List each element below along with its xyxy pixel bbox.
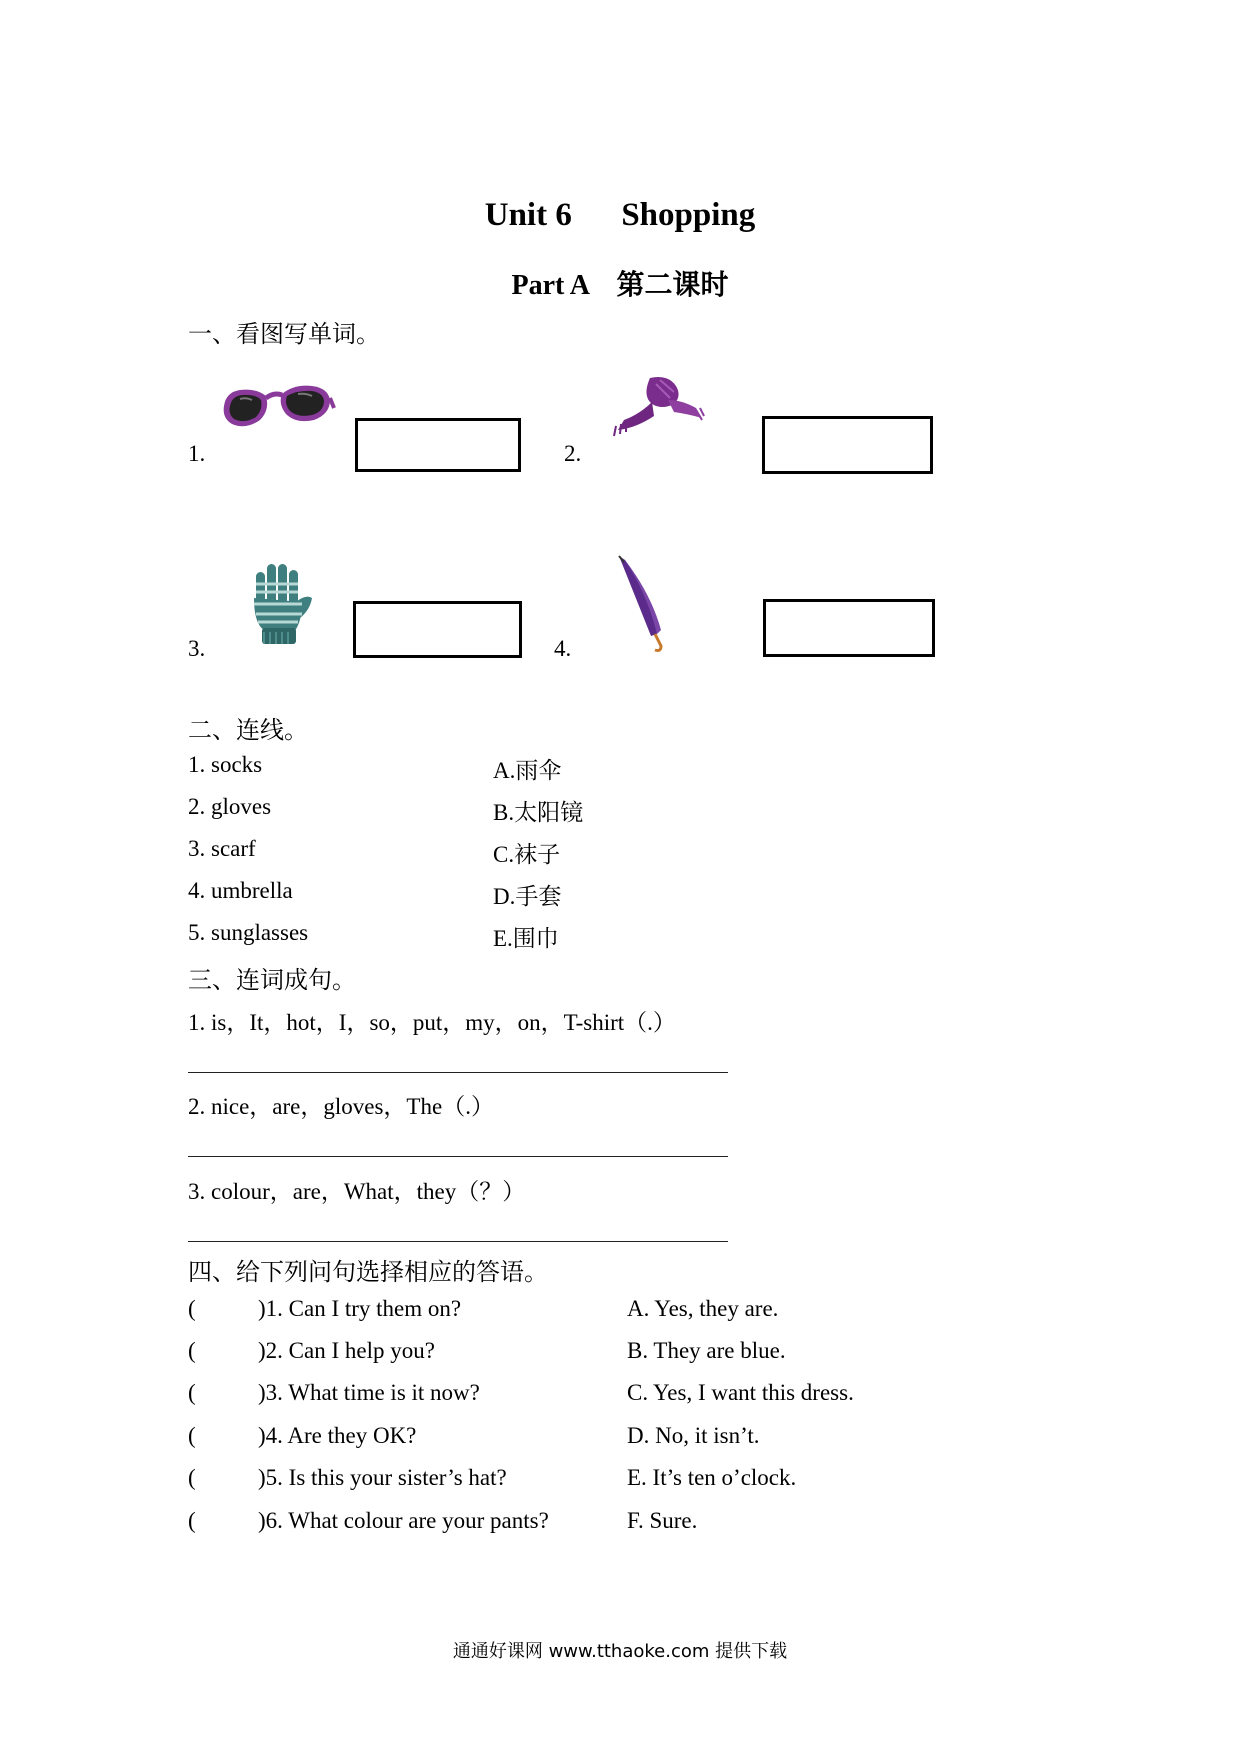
paren-1: ( [188,1296,196,1321]
question-1: )1. Can I try them on? [258,1296,462,1321]
paren-2: ( [188,1338,196,1363]
paren-6: ( [188,1508,196,1533]
footer-credit: 通通好课网 www.tthaoke.com 提供下载 [452,1641,788,1662]
paren-5: ( [188,1465,196,1490]
paren-3: ( [188,1380,196,1405]
match-right-a: A.雨伞 [493,758,562,783]
umbrella-icon [617,554,679,652]
match-left-5: 5. sunglasses [188,920,309,945]
answer-box-4[interactable] [763,599,935,657]
answer-line-3[interactable] [188,1241,728,1242]
answer-d: D. No, it isn’t. [627,1423,760,1448]
scarf-icon [612,374,704,436]
section4-heading: 四、给下列问句选择相应的答语。 [188,1260,548,1286]
match-left-2: 2. gloves [188,794,272,819]
sunglasses-icon [222,380,336,432]
answer-a: A. Yes, they are. [627,1296,779,1321]
page-subtitle: Part A 第二课时 [511,270,729,301]
answer-b: B. They are blue. [627,1338,786,1363]
section1-heading: 一、看图写单词。 [188,322,380,348]
match-right-b: B.太阳镜 [493,800,584,825]
answer-line-2[interactable] [188,1156,728,1157]
page-title: Unit 6 Shopping [484,197,756,233]
match-left-4: 4. umbrella [188,878,293,903]
question-4: )4. Are they OK? [258,1423,417,1448]
question-5: )5. Is this your sister’s hat? [258,1465,507,1490]
item2-number: 2. [564,441,582,466]
match-left-3: 3. scarf [188,836,256,861]
item3-number: 3. [188,636,206,661]
answer-box-1[interactable] [355,418,521,472]
match-left-1: 1. socks [188,752,263,777]
answer-e: E. It’s ten o’clock. [627,1465,797,1490]
section3-heading: 三、连词成句。 [188,968,356,994]
item1-number: 1. [188,441,206,466]
paren-4: ( [188,1423,196,1448]
answer-box-2[interactable] [762,416,933,474]
sentence-2: 2. nice，are，gloves，The（.） [188,1094,494,1119]
section2-heading: 二、连线。 [188,718,308,744]
match-right-e: E.围巾 [493,926,559,951]
sentence-3: 3. colour，are，What，they（？） [188,1179,526,1204]
glove-icon [248,562,314,646]
answer-f: F. Sure. [627,1508,698,1533]
question-6: )6. What colour are your pants? [258,1508,549,1533]
answer-box-3[interactable] [353,601,522,658]
sentence-1: 1. is，It，hot，I，so，put，my，on，T-shirt（.） [188,1010,676,1035]
match-right-c: C.袜子 [493,842,561,867]
item4-number: 4. [554,636,572,661]
answer-line-1[interactable] [188,1072,728,1073]
question-2: )2. Can I help you? [258,1338,435,1363]
question-3: )3. What time is it now? [258,1380,480,1405]
answer-c: C. Yes, I want this dress. [627,1380,854,1405]
match-right-d: D.手套 [493,884,562,909]
